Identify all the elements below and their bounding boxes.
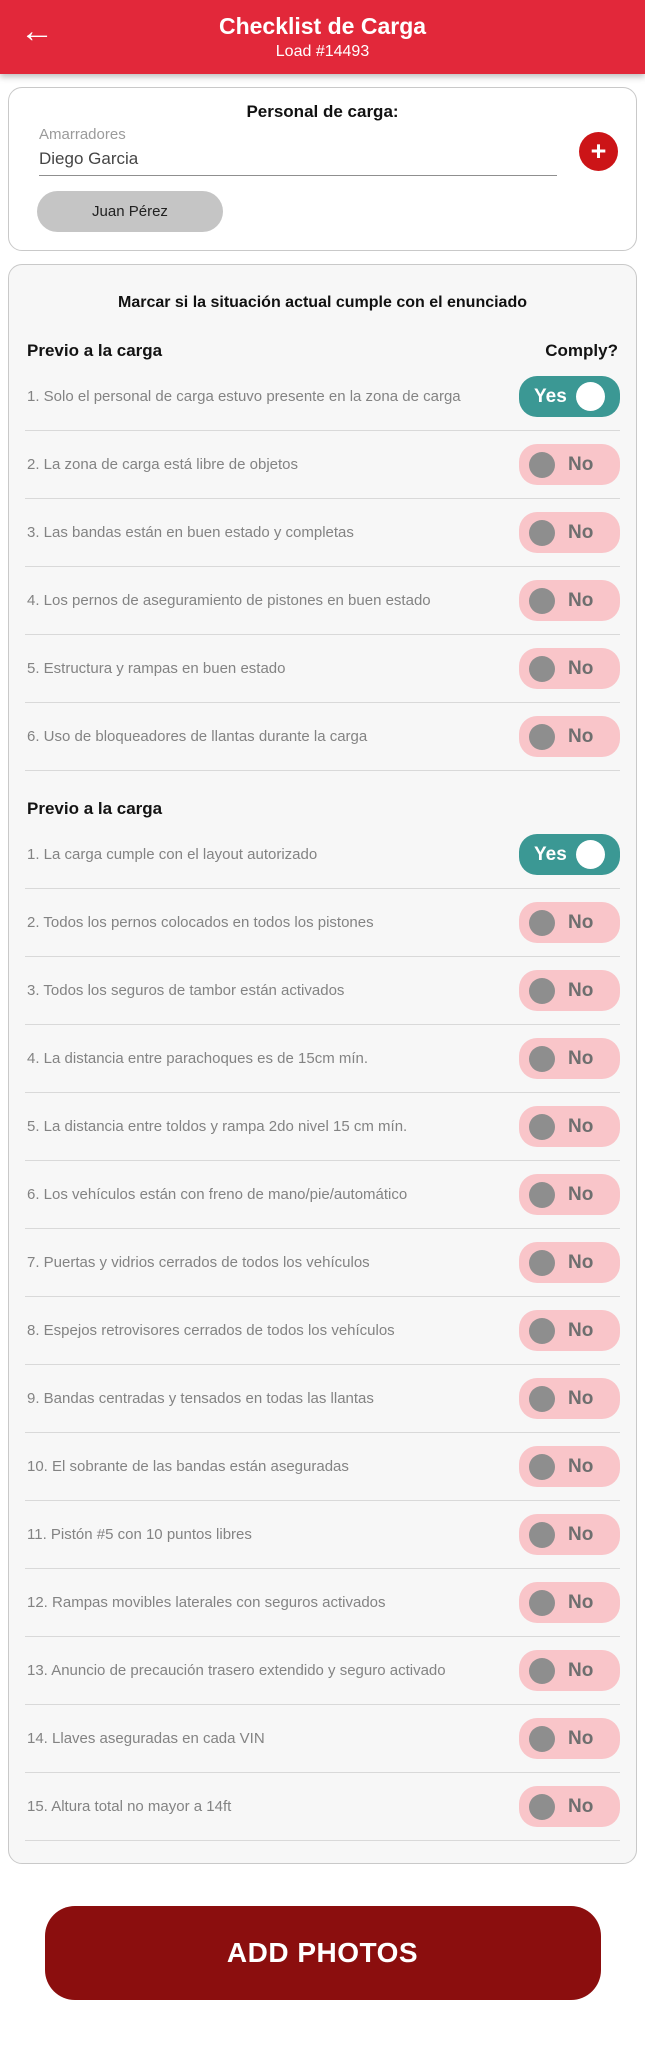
checklist-item-row (25, 1229, 620, 1297)
checklist-item-row (25, 1637, 620, 1705)
toggle-label: No (568, 1183, 594, 1205)
toggle-knob-icon (529, 1726, 555, 1752)
comply-toggle[interactable] (519, 1174, 620, 1215)
toggle-knob-icon (529, 1114, 555, 1140)
toggle-knob-icon (529, 1386, 555, 1412)
load-number: Load #14493 (275, 43, 370, 60)
toggle-label: No (568, 1523, 594, 1545)
checklist-item-text: 3. Todos los seguros de tambor están activados (27, 982, 345, 999)
toggle-knob-icon (529, 910, 555, 936)
toggle-knob-icon (529, 978, 555, 1004)
personnel-chips (27, 176, 618, 232)
back-arrow-icon[interactable]: ← (20, 12, 54, 50)
checklist-item-row (25, 1569, 620, 1637)
toggle-knob-icon (576, 840, 605, 869)
comply-toggle[interactable] (519, 648, 620, 689)
checklist-item-row (25, 821, 620, 889)
checklist-item-row (25, 1433, 620, 1501)
checklist-item-row (25, 1161, 620, 1229)
add-photos-button[interactable]: ADD PHOTOS (45, 1906, 601, 2000)
checklist-item-text: 5. Estructura y rampas en buen estado (27, 660, 286, 677)
section-title: Previo a la carga (27, 799, 163, 818)
toggle-label: No (568, 1591, 594, 1613)
toggle-label: No (568, 725, 594, 747)
toggle-label: Yes (534, 385, 567, 407)
toggle-knob-icon (529, 1454, 555, 1480)
toggle-label: No (568, 1047, 594, 1069)
comply-toggle[interactable] (519, 512, 620, 553)
toggle-knob-icon (576, 382, 605, 411)
app-header (0, 0, 645, 74)
checklist-item-row (25, 1773, 620, 1841)
checklist-item-row (25, 499, 620, 567)
checklist-item-text: 10. El sobrante de las bandas están aseguradas (27, 1458, 349, 1475)
checklist-item-row (25, 363, 620, 431)
comply-toggle[interactable] (519, 970, 620, 1011)
checklist-item-row (25, 889, 620, 957)
page-title: Checklist de Carga (218, 13, 427, 39)
comply-toggle[interactable] (519, 834, 620, 875)
checklist-item-row (25, 1297, 620, 1365)
checklist-item-row (25, 431, 620, 499)
checklist-instruction: Marcar si la situación actual cumple con el enunciado (117, 294, 527, 311)
checklist-item-text: 5. La distancia entre toldos y rampa 2do nivel 15 cm mín. (27, 1118, 408, 1135)
toggle-label: No (568, 1387, 594, 1409)
checklist-item-text: 6. Uso de bloqueadores de llantas durante la carga (27, 728, 368, 745)
checklist-item-row (25, 957, 620, 1025)
amarradores-field (39, 126, 557, 176)
section-title: Previo a la carga (27, 341, 163, 360)
toggle-label: No (568, 1319, 594, 1341)
comply-toggle[interactable] (519, 1514, 620, 1555)
toggle-knob-icon (529, 588, 555, 614)
toggle-label: No (568, 1795, 594, 1817)
toggle-knob-icon (529, 1590, 555, 1616)
checklist-item-row (25, 635, 620, 703)
amarradores-label: Amarradores (39, 126, 126, 143)
checklist-item-text: 15. Altura total no mayor a 14ft (27, 1798, 232, 1815)
checklist-item-text: 4. Los pernos de aseguramiento de pistones en buen estado (27, 592, 431, 609)
comply-toggle[interactable] (519, 444, 620, 485)
toggle-label: No (568, 979, 594, 1001)
toggle-label: No (568, 657, 594, 679)
section-header (27, 799, 618, 819)
comply-toggle[interactable] (519, 1106, 620, 1147)
comply-toggle[interactable] (519, 1718, 620, 1759)
amarradores-field-row (27, 126, 618, 176)
comply-column-header: Comply? (545, 341, 618, 360)
toggle-label: No (568, 1251, 594, 1273)
comply-toggle[interactable] (519, 1378, 620, 1419)
checklist-sections (25, 341, 620, 1841)
toggle-label: Yes (534, 843, 567, 865)
checklist-item-text: 13. Anuncio de precaución trasero extendido y seguro activado (27, 1662, 446, 1679)
plus-icon: + (590, 136, 607, 166)
comply-toggle[interactable] (519, 1582, 620, 1623)
checklist-item-text: 6. Los vehículos están con freno de mano/pie/automático (27, 1186, 408, 1203)
checklist-item-row (25, 1025, 620, 1093)
checklist-item-text: 2. Todos los pernos colocados en todos los pistones (27, 914, 374, 931)
comply-toggle[interactable] (519, 580, 620, 621)
checklist-item-row (25, 1705, 620, 1773)
comply-toggle[interactable] (519, 902, 620, 943)
checklist-item-text: 7. Puertas y vidrios cerrados de todos los vehículos (27, 1254, 370, 1271)
toggle-label: No (568, 589, 594, 611)
checklist-item-text: 1. Solo el personal de carga estuvo presente en la zona de carga (27, 388, 461, 405)
toggle-knob-icon (529, 1522, 555, 1548)
comply-toggle[interactable] (519, 1446, 620, 1487)
comply-toggle[interactable] (519, 716, 620, 757)
checklist-item-row (25, 567, 620, 635)
toggle-label: No (568, 1455, 594, 1477)
checklist-item-text: 11. Pistón #5 con 10 puntos libres (27, 1526, 252, 1543)
personnel-title: Personal de carga: (246, 102, 399, 121)
toggle-label: No (568, 1115, 594, 1137)
toggle-knob-icon (529, 1250, 555, 1276)
comply-toggle[interactable] (519, 1242, 620, 1283)
comply-toggle[interactable] (519, 376, 620, 417)
toggle-label: No (568, 453, 594, 475)
checklist-item-text: 14. Llaves aseguradas en cada VIN (27, 1730, 265, 1747)
toggle-label: No (568, 1727, 594, 1749)
comply-toggle[interactable] (519, 1650, 620, 1691)
checklist-card (8, 264, 637, 1864)
comply-toggle[interactable] (519, 1310, 620, 1351)
toggle-knob-icon (529, 1182, 555, 1208)
section-header (27, 341, 618, 361)
personnel-chip[interactable]: Juan Pérez (37, 191, 223, 232)
toggle-label: No (568, 521, 594, 543)
toggle-knob-icon (529, 520, 555, 546)
comply-toggle[interactable] (519, 1786, 620, 1827)
add-person-button[interactable] (579, 132, 618, 171)
amarradores-input[interactable] (39, 145, 557, 176)
checklist-item-row (25, 1365, 620, 1433)
checklist-item-row (25, 703, 620, 771)
toggle-label: No (568, 1659, 594, 1681)
toggle-knob-icon (529, 452, 555, 478)
toggle-knob-icon (529, 1794, 555, 1820)
toggle-knob-icon (529, 656, 555, 682)
checklist-item-text: 1. La carga cumple con el layout autorizado (27, 846, 318, 863)
checklist-item-text: 3. Las bandas están en buen estado y completas (27, 524, 354, 541)
toggle-label: No (568, 911, 594, 933)
checklist-item-text: 9. Bandas centradas y tensados en todas las llantas (27, 1390, 374, 1407)
checklist-item-row (25, 1093, 620, 1161)
personnel-card (8, 87, 637, 251)
comply-toggle[interactable] (519, 1038, 620, 1079)
toggle-knob-icon (529, 1318, 555, 1344)
checklist-item-text: 12. Rampas movibles laterales con seguros activados (27, 1594, 386, 1611)
checklist-item-row (25, 1501, 620, 1569)
checklist-item-text: 8. Espejos retrovisores cerrados de todos los vehículos (27, 1322, 395, 1339)
checklist-item-text: 2. La zona de carga está libre de objetos (27, 456, 299, 473)
toggle-knob-icon (529, 724, 555, 750)
toggle-knob-icon (529, 1046, 555, 1072)
checklist-item-text: 4. La distancia entre parachoques es de 15cm mín. (27, 1050, 369, 1067)
toggle-knob-icon (529, 1658, 555, 1684)
